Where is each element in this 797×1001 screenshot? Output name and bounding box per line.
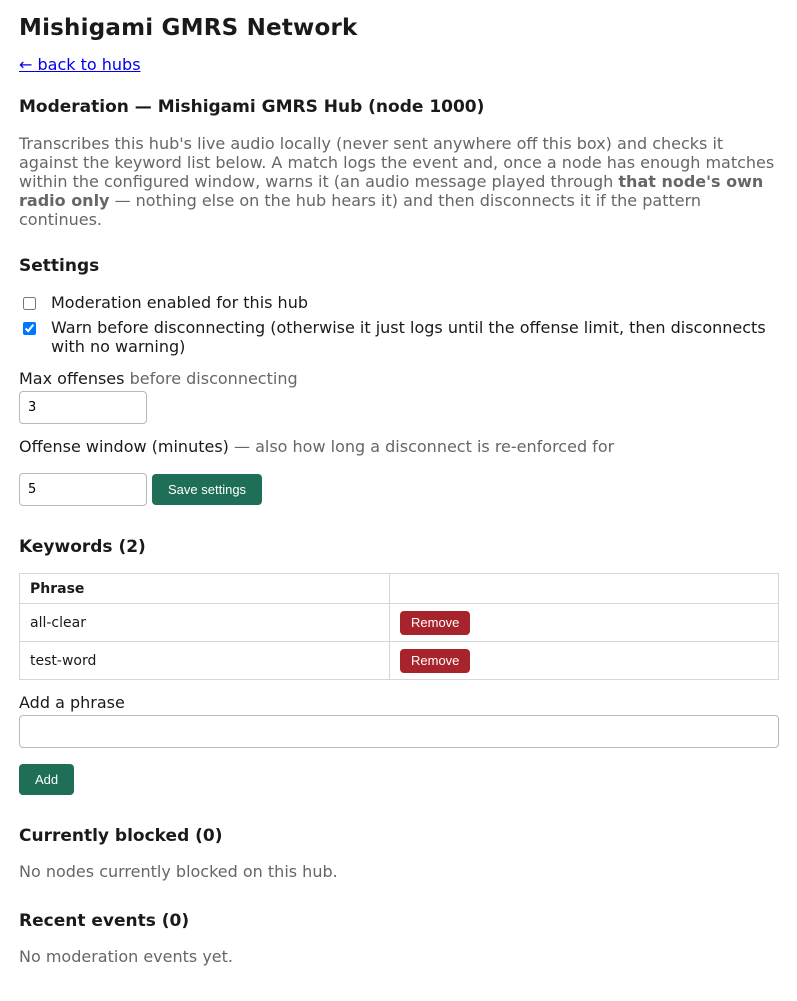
- add-phrase-button[interactable]: Add: [19, 764, 74, 795]
- save-settings-button[interactable]: Save settings: [152, 474, 262, 505]
- keyword-action-cell: [390, 604, 779, 642]
- keyword-action-cell: [390, 642, 779, 680]
- keywords-heading: Keywords (2): [19, 536, 146, 557]
- events-heading: Recent events (0): [19, 911, 190, 932]
- max-offenses-hint: before disconnecting: [124, 368, 298, 388]
- moderation-enabled-checkbox[interactable]: [23, 297, 36, 310]
- remove-keyword-button[interactable]: Remove: [400, 611, 470, 635]
- offense-window-hint: — also how long a disconnect is re-enforced for: [228, 436, 615, 456]
- keywords-table: [19, 573, 779, 680]
- description-bold: that node's own radio only: [19, 171, 764, 210]
- description-part1: Transcribes this hub's live audio locally (never sent anywhere off this box) and checks it against the keyword list below. A match logs the event and, once a node has enough matches within the configured window, warns it (an audio message played through: [19, 133, 775, 191]
- description-part2: — nothing else on the hub hears it) and then disconnects it if the pattern continues.: [19, 190, 702, 229]
- table-header-row: [20, 574, 779, 604]
- add-phrase-label: Add a phrase: [19, 693, 125, 713]
- offense-window-input[interactable]: [19, 473, 147, 506]
- action-column-header: [390, 574, 779, 604]
- add-phrase-input[interactable]: [19, 715, 779, 748]
- table-row: [20, 604, 779, 642]
- max-offenses-label: [19, 369, 778, 388]
- keyword-phrase: test-word: [20, 642, 390, 680]
- warn-before-disconnect-row: [19, 318, 778, 356]
- max-offenses-input[interactable]: [19, 391, 147, 424]
- back-to-hubs-link[interactable]: ← back to hubs: [19, 54, 141, 74]
- moderation-enabled-label[interactable]: Moderation enabled for this hub: [51, 292, 308, 312]
- offense-window-label: [19, 437, 778, 456]
- offense-window-title: Offense window (minutes): [19, 436, 229, 456]
- remove-keyword-button[interactable]: Remove: [400, 649, 470, 673]
- blocked-heading: Currently blocked (0): [19, 826, 223, 847]
- max-offenses-title: Max offenses: [19, 368, 125, 388]
- settings-heading: Settings: [19, 255, 100, 276]
- warn-before-disconnect-label[interactable]: Warn before disconnecting (otherwise it just logs until the offense limit, then disconnects with no warning): [51, 317, 766, 356]
- moderation-description: [19, 134, 778, 229]
- page-title: Mishigami GMRS Network: [19, 15, 358, 41]
- keyword-phrase: all-clear: [20, 604, 390, 642]
- phrase-column-header: Phrase: [20, 574, 390, 604]
- moderation-enabled-row: [19, 293, 778, 312]
- warn-before-disconnect-checkbox[interactable]: [23, 322, 36, 335]
- events-empty-message: No moderation events yet.: [19, 947, 233, 967]
- moderation-heading: Moderation — Mishigami GMRS Hub (node 1000): [19, 96, 485, 117]
- blocked-empty-message: No nodes currently blocked on this hub.: [19, 862, 338, 882]
- table-row: [20, 642, 779, 680]
